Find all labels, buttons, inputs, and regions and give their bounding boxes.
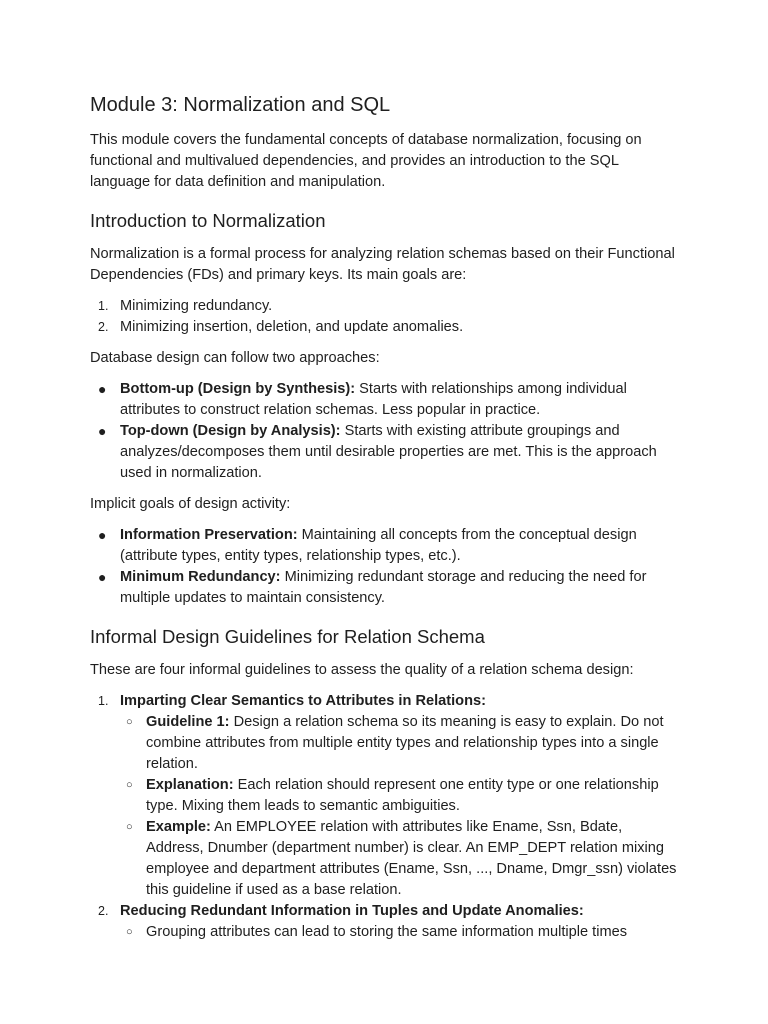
sub-list bbox=[120, 712, 678, 901]
circle-bullet-icon: ○ bbox=[126, 716, 133, 728]
guidelines-list bbox=[90, 691, 678, 943]
list-item: 1. Imparting Clear Semantics to Attributes in Relations: ○ Guideline 1: Design a relation schema so its meaning is easy to explain. Do not combine attributes from multiple entity types and relationship types into a single relation. ○ Explanation: Each relation should represent one entity type or one relationship type. Mixing them leads to semantic ambiguities. ○ Example: An EMPLOYEE relation with attributes like Ename, Ssn, Bdate, Address, Dnumber (department number) is clear. An EMP_DEPT relation mixing employee and department attributes (Ename, Ssn, ..., Dname, Dmgr_ssn) violates this guideline if used as a base relation. bbox=[90, 691, 678, 901]
circle-bullet-icon: ○ bbox=[126, 926, 133, 938]
sub-list-item: ○ Explanation: Each relation should represent one entity type or one relationship type. Mixing them leads to semantic ambiguities. bbox=[126, 777, 659, 814]
intro-paragraph: This module covers the fundamental concepts of database normalization, focusing on functional and multivalued dependencies, and provides an introduction to the SQL language for data definition and manipulation. bbox=[90, 132, 642, 190]
bullet-icon: ● bbox=[98, 423, 107, 439]
implicit-goals-paragraph: Implicit goals of design activity: bbox=[90, 496, 291, 512]
normalization-paragraph: Normalization is a formal process for analyzing relation schemas based on their Functional Dependencies (FDs) and primary keys. Its main goals are: bbox=[90, 246, 675, 283]
circle-bullet-icon: ○ bbox=[126, 779, 133, 791]
list-item: 2. Reducing Redundant Information in Tuples and Update Anomalies: ○ Grouping attributes can lead to storing the same information multiple times bbox=[90, 901, 678, 943]
list-item: 2. Minimizing insertion, deletion, and update anomalies. bbox=[90, 317, 678, 338]
implicit-goals-list bbox=[90, 525, 678, 609]
page-title: Module 3: Normalization and SQL bbox=[90, 94, 391, 116]
circle-bullet-icon: ○ bbox=[126, 821, 133, 833]
list-number: 2. bbox=[98, 904, 109, 918]
approaches-paragraph: Database design can follow two approaches: bbox=[90, 350, 380, 366]
section-heading-normalization: Introduction to Normalization bbox=[90, 210, 326, 231]
sub-list-item: ○ Guideline 1: Design a relation schema so its meaning is easy to explain. Do not combine attributes from multiple entity types and relationship types into a single relation. bbox=[126, 714, 664, 772]
list-number: 1. bbox=[98, 694, 109, 708]
section-heading-guidelines: Informal Design Guidelines for Relation Schema bbox=[90, 626, 485, 647]
list-item: 1. Minimizing redundancy. bbox=[90, 296, 678, 317]
list-item: ● Information Preservation: Maintaining all concepts from the conceptual design (attribute types, entity types, relationship types, etc.). bbox=[98, 527, 637, 564]
sub-list-item: ○ Example: An EMPLOYEE relation with attributes like Ename, Ssn, Bdate, Address, Dnumber (department number) is clear. An EMP_DEPT relation mixing employee and department attributes (Ename, Ssn, ..., Dname, Dmgr_ssn) violates this guideline if used as a base relation. bbox=[126, 819, 677, 898]
goals-list bbox=[90, 296, 678, 338]
bullet-icon: ● bbox=[98, 381, 107, 397]
approaches-list bbox=[90, 379, 678, 484]
sub-list bbox=[120, 922, 678, 943]
list-number: 1. bbox=[98, 299, 109, 313]
bullet-icon: ● bbox=[98, 527, 107, 543]
sub-list-item: ○ Grouping attributes can lead to storing the same information multiple times bbox=[120, 922, 678, 943]
guidelines-paragraph: These are four informal guidelines to assess the quality of a relation schema design: bbox=[90, 662, 634, 678]
list-item: ● Bottom-up (Design by Synthesis): Starts with relationships among individual attributes to construct relation schemas. Less popular in practice. bbox=[98, 381, 627, 418]
list-item: ● Minimum Redundancy: Minimizing redundant storage and reducing the need for multiple updates to maintain consistency. bbox=[98, 569, 647, 606]
list-item: ● Top-down (Design by Analysis): Starts with existing attribute groupings and analyzes/decomposes them until desirable properties are met. This is the approach used in normalization. bbox=[98, 423, 657, 481]
list-number: 2. bbox=[98, 320, 109, 334]
bullet-icon: ● bbox=[98, 569, 107, 585]
